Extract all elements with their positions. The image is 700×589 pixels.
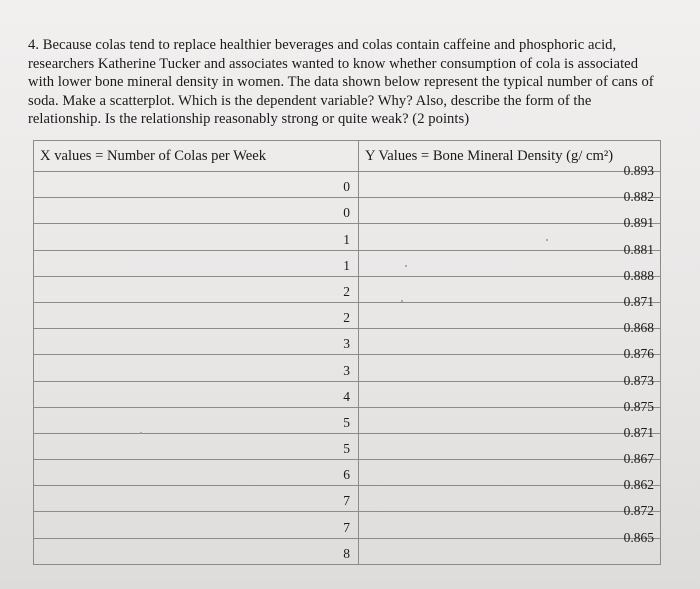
paper-speck <box>546 239 548 241</box>
question-line: researchers Katherine Tucker and associates wanted to know whether consumption of cola is associated <box>28 55 639 72</box>
y-cell <box>359 163 661 198</box>
y-value: 0.893 <box>623 163 654 178</box>
x-cell <box>34 250 359 276</box>
table-row <box>34 224 661 250</box>
y-cell <box>359 267 661 302</box>
table-row <box>34 538 661 564</box>
x-value: 0 <box>343 205 350 221</box>
table-row <box>34 250 661 276</box>
y-cell <box>359 241 661 276</box>
x-value: 7 <box>343 493 350 509</box>
y-cell <box>359 320 661 355</box>
table-row <box>34 512 661 538</box>
table-row <box>34 302 661 328</box>
paper-speck <box>140 432 142 434</box>
y-value: 0.888 <box>623 267 654 283</box>
table-row <box>34 355 661 381</box>
question-line: soda. Make a scatterplot. Which is the dependent variable? Why? Also, describe the form of the <box>28 92 592 109</box>
x-cell <box>34 433 359 459</box>
header-x-values: X values = Number of Colas per Week <box>34 141 359 172</box>
x-cell <box>34 355 359 381</box>
question-line: 4. Because colas tend to replace healthier beverages and colas contain caffeine and phosphoric acid, <box>28 37 617 53</box>
y-cell <box>359 293 661 328</box>
x-cell <box>34 198 359 224</box>
paper-speck <box>401 300 403 302</box>
x-cell <box>34 276 359 302</box>
y-value: 0.881 <box>623 241 654 257</box>
question-line: with lower bone mineral density in women. The data shown below represent the typical number of cans of <box>28 74 654 91</box>
question-text <box>28 36 664 129</box>
y-value: 0.862 <box>623 477 654 493</box>
y-value: 0.868 <box>623 320 654 336</box>
y-cell <box>359 477 661 512</box>
y-cell <box>359 372 661 407</box>
x-value: 3 <box>343 336 350 352</box>
paper-speck <box>405 265 407 267</box>
x-cell <box>34 407 359 433</box>
x-value: 8 <box>343 545 350 561</box>
y-cell <box>359 529 661 564</box>
header-y-values: Y Values = Bone Mineral Density (g/ cm²) <box>359 141 661 172</box>
x-cell <box>34 486 359 512</box>
y-value: 0.876 <box>623 346 654 362</box>
y-value: 0.875 <box>623 398 654 414</box>
x-cell <box>34 460 359 486</box>
y-value: 0.873 <box>623 372 654 388</box>
y-value: 0.867 <box>623 451 654 467</box>
y-value: 0.871 <box>623 424 654 440</box>
y-cell <box>359 189 661 224</box>
x-value: 7 <box>343 519 350 535</box>
x-cell <box>34 329 359 355</box>
y-value: 0.872 <box>623 503 654 519</box>
table-row <box>34 407 661 433</box>
x-cell <box>34 302 359 328</box>
table-row <box>34 486 661 512</box>
table-row <box>34 460 661 486</box>
table-row <box>34 276 661 302</box>
table-row <box>34 381 661 407</box>
question-line: relationship. Is the relationship reasonably strong or quite weak? (2 points) <box>28 111 470 128</box>
x-value: 4 <box>343 388 350 404</box>
y-cell <box>359 346 661 381</box>
x-value: 1 <box>343 257 350 273</box>
x-value: 1 <box>343 231 350 247</box>
table-body <box>34 163 661 565</box>
data-table <box>33 140 661 565</box>
x-value: 0 <box>343 179 350 195</box>
table-row <box>34 329 661 355</box>
x-cell <box>34 512 359 538</box>
y-cell <box>359 451 661 486</box>
table-header-row <box>34 141 661 172</box>
y-cell <box>359 503 661 538</box>
x-value: 2 <box>343 310 350 326</box>
y-cell <box>359 215 661 250</box>
x-value: 5 <box>343 441 350 457</box>
y-value: 0.891 <box>623 215 654 231</box>
x-value: 3 <box>343 362 350 378</box>
x-value: 6 <box>343 467 350 483</box>
x-value: 5 <box>343 414 350 430</box>
y-cell <box>359 424 661 459</box>
table-row <box>34 172 661 198</box>
table-row <box>34 433 661 459</box>
x-value: 2 <box>343 283 350 299</box>
y-value: 0.871 <box>623 293 654 309</box>
x-cell <box>34 381 359 407</box>
y-value: 0.865 <box>623 529 654 545</box>
table-row <box>34 198 661 224</box>
x-cell <box>34 172 359 198</box>
y-cell <box>359 398 661 433</box>
x-cell <box>34 224 359 250</box>
x-cell <box>34 538 359 564</box>
y-value: 0.882 <box>623 189 654 205</box>
